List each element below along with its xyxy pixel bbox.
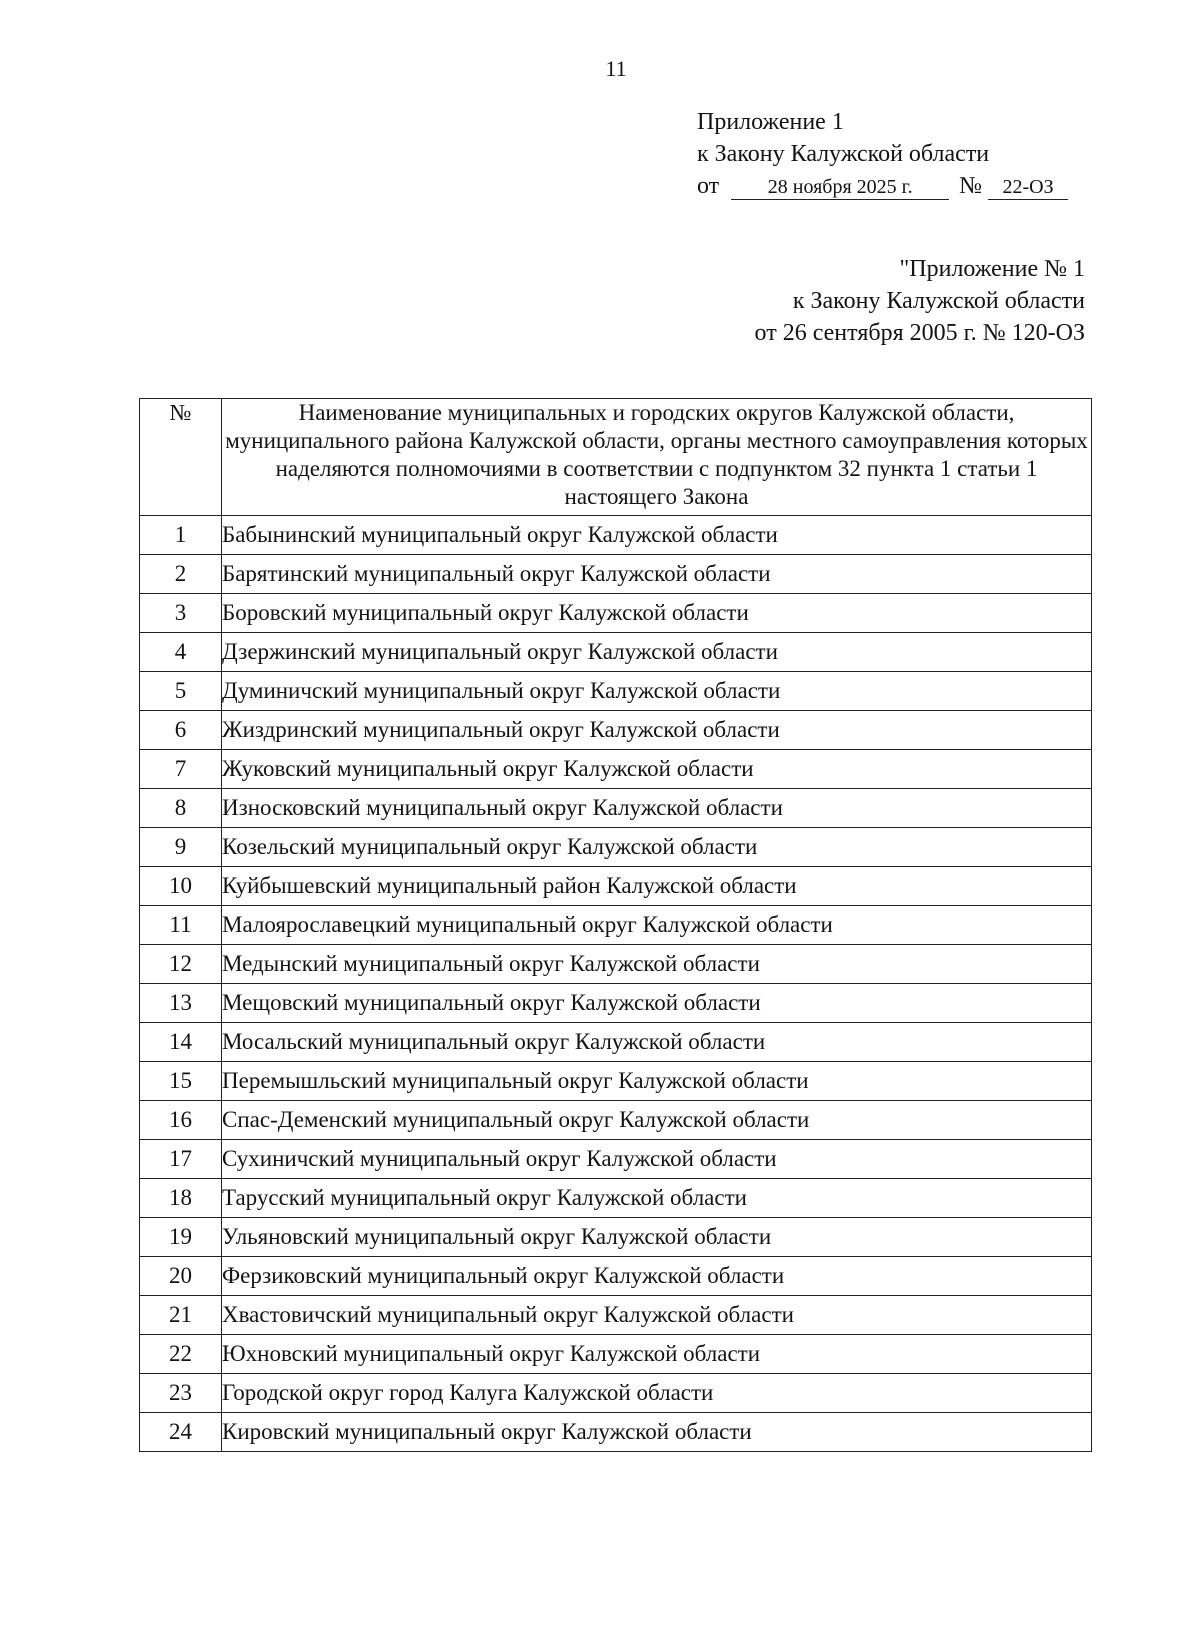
row-number: 11 bbox=[140, 906, 222, 945]
table-row bbox=[140, 555, 1092, 594]
district-name: Хвастовичский муниципальный округ Калужской области bbox=[222, 1296, 1092, 1335]
district-name: Жиздринский муниципальный округ Калужской области bbox=[222, 711, 1092, 750]
district-name: Боровский муниципальный округ Калужской области bbox=[222, 594, 1092, 633]
table-row bbox=[140, 828, 1092, 867]
table-row bbox=[140, 1374, 1092, 1413]
table-row bbox=[140, 984, 1092, 1023]
table-row bbox=[140, 1218, 1092, 1257]
district-name: Городской округ город Калуга Калужской области bbox=[222, 1374, 1092, 1413]
table-row bbox=[140, 945, 1092, 984]
district-name: Козельский муниципальный округ Калужской области bbox=[222, 828, 1092, 867]
original-annex-title: "Приложение № 1 bbox=[899, 256, 1085, 282]
row-number: 22 bbox=[140, 1335, 222, 1374]
table-row bbox=[140, 633, 1092, 672]
district-name: Спас-Деменский муниципальный округ Калужской области bbox=[222, 1101, 1092, 1140]
annex-number-value: 22-ОЗ bbox=[988, 175, 1068, 200]
district-name: Тарусский муниципальный округ Калужской области bbox=[222, 1179, 1092, 1218]
row-number: 15 bbox=[140, 1062, 222, 1101]
table-row bbox=[140, 867, 1092, 906]
district-name: Ферзиковский муниципальный округ Калужской области bbox=[222, 1257, 1092, 1296]
row-number: 20 bbox=[140, 1257, 222, 1296]
table-row bbox=[140, 711, 1092, 750]
annex-header bbox=[697, 106, 1068, 202]
district-name: Малоярославецкий муниципальный округ Калужской области bbox=[222, 906, 1092, 945]
table-header-row bbox=[140, 399, 1092, 516]
district-name: Мещовский муниципальный округ Калужской области bbox=[222, 984, 1092, 1023]
row-number: 4 bbox=[140, 633, 222, 672]
table-row bbox=[140, 906, 1092, 945]
district-name: Дзержинский муниципальный округ Калужской области bbox=[222, 633, 1092, 672]
district-name: Куйбышевский муниципальный район Калужской области bbox=[222, 867, 1092, 906]
column-header-number: № bbox=[140, 399, 222, 516]
table-row bbox=[140, 1101, 1092, 1140]
table-row bbox=[140, 1179, 1092, 1218]
table-row bbox=[140, 750, 1092, 789]
row-number: 5 bbox=[140, 672, 222, 711]
row-number: 13 bbox=[140, 984, 222, 1023]
district-name: Износковский муниципальный округ Калужской области bbox=[222, 789, 1092, 828]
row-number: 17 bbox=[140, 1140, 222, 1179]
row-number: 3 bbox=[140, 594, 222, 633]
row-number: 8 bbox=[140, 789, 222, 828]
page-number: 11 bbox=[605, 56, 627, 81]
column-header-name: Наименование муниципальных и городских округов Калужской области, муниципального района Калужской области, органы местного самоуправления которых наделяются полномочиями в соответствии с подпунктом 32 пункта 1 статьи 1 настоящего Закона bbox=[222, 399, 1092, 516]
district-name: Бабынинский муниципальный округ Калужской области bbox=[222, 516, 1092, 555]
row-number: 9 bbox=[140, 828, 222, 867]
district-name: Сухиничский муниципальный округ Калужской области bbox=[222, 1140, 1092, 1179]
table-row bbox=[140, 516, 1092, 555]
table-row bbox=[140, 1335, 1092, 1374]
table-row bbox=[140, 1296, 1092, 1335]
annex-law-reference: к Закону Калужской области bbox=[697, 141, 990, 167]
district-name: Перемышльский муниципальный округ Калужской области bbox=[222, 1062, 1092, 1101]
district-name: Ульяновский муниципальный округ Калужской области bbox=[222, 1218, 1092, 1257]
district-name: Медынский муниципальный округ Калужской области bbox=[222, 945, 1092, 984]
original-annex-header bbox=[755, 253, 1085, 349]
table-row bbox=[140, 1140, 1092, 1179]
annex-number-sign: № bbox=[959, 173, 983, 199]
district-name: Жуковский муниципальный округ Калужской области bbox=[222, 750, 1092, 789]
table-row bbox=[140, 1413, 1092, 1452]
row-number: 21 bbox=[140, 1296, 222, 1335]
annex-date-prefix: от bbox=[697, 173, 720, 199]
row-number: 2 bbox=[140, 555, 222, 594]
table-row bbox=[140, 672, 1092, 711]
table-body bbox=[140, 516, 1092, 1452]
row-number: 16 bbox=[140, 1101, 222, 1140]
row-number: 10 bbox=[140, 867, 222, 906]
row-number: 24 bbox=[140, 1413, 222, 1452]
annex-date-line bbox=[697, 170, 1068, 202]
district-name: Барятинский муниципальный округ Калужской области bbox=[222, 555, 1092, 594]
table-row bbox=[140, 1062, 1092, 1101]
table-row bbox=[140, 594, 1092, 633]
districts-table bbox=[139, 398, 1092, 1452]
district-name: Думиничский муниципальный округ Калужской области bbox=[222, 672, 1092, 711]
row-number: 1 bbox=[140, 516, 222, 555]
row-number: 6 bbox=[140, 711, 222, 750]
annex-date-value: 28 ноября 2025 г. bbox=[731, 175, 949, 200]
original-annex-law-reference: к Закону Калужской области bbox=[792, 288, 1085, 314]
district-name: Кировский муниципальный округ Калужской области bbox=[222, 1413, 1092, 1452]
row-number: 7 bbox=[140, 750, 222, 789]
district-name: Юхновский муниципальный округ Калужской области bbox=[222, 1335, 1092, 1374]
table-row bbox=[140, 1257, 1092, 1296]
row-number: 19 bbox=[140, 1218, 222, 1257]
row-number: 12 bbox=[140, 945, 222, 984]
row-number: 23 bbox=[140, 1374, 222, 1413]
row-number: 14 bbox=[140, 1023, 222, 1062]
original-annex-date: от 26 сентября 2005 г. № 120-ОЗ bbox=[754, 320, 1085, 346]
table-row bbox=[140, 789, 1092, 828]
table-row bbox=[140, 1023, 1092, 1062]
district-name: Мосальский муниципальный округ Калужской области bbox=[222, 1023, 1092, 1062]
annex-title: Приложение 1 bbox=[697, 109, 844, 135]
row-number: 18 bbox=[140, 1179, 222, 1218]
